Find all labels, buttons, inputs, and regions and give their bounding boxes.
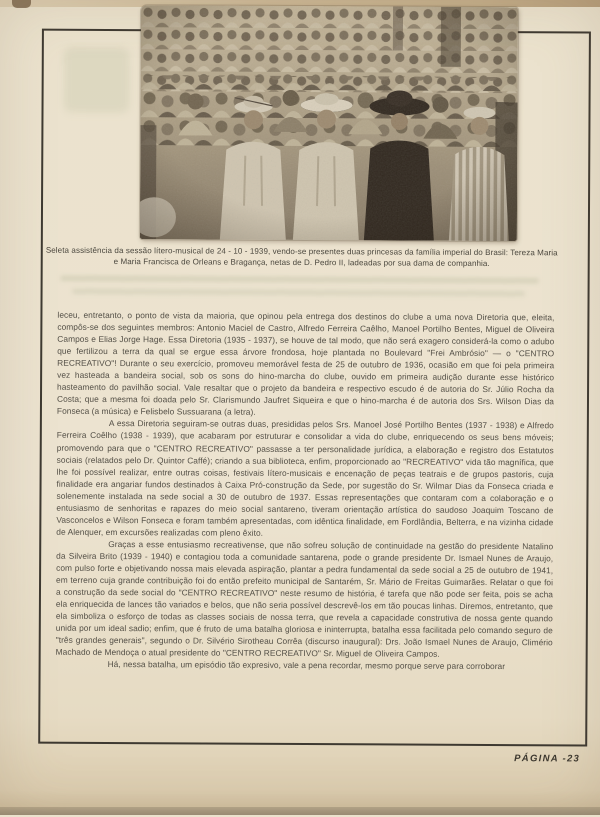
crowd-photo-illustration [140, 5, 518, 241]
paragraph: leceu, entretanto, o ponto de vista da maioria, que opinou pela entrega dos destinos do clube a uma nova Diretoria que, eleita, compôs-se dos seguintes membros: Antonio Maciel de Castro, Alfredo Ferreira Caêlho, Manoel Portilho Bentes, Miguel de Oliveira Campos e Elias Jorge Hage. Essa Diretoria (1935 - 1937), se houve de tal modo, que não será exagero considerá-la como o adubo que fertilizou a terra da qual se ergue essa árvore frondosa, hoje plantada no Boulevard "Frei Ambrósio" — o "CENTRO RECREATIVO"! Durante o seu exercício, promoveu memorável festa de 25 de outubro de 1936, ocasião em que foi pela primeira vez hasteada a bandeira social, sob os sons do hino-marcha do clube, ouvido em primeira audição durante esse histórico hasteamento do pavilhão social. Vale resaltar que o projeto da bandeira e respectivo escudo é de autoria do Sr. Júlio Rocha da Costa; que a mesma foi doada pelo Sr. Clarismundo Jaufret Siqueira e que o hino-marcha é de autoria dos Srs. Wilson Dias da Fonseca (a música) e Felisbelo Sussuarana (a letra). [56, 309, 555, 418]
paragraph: A essa Diretoria seguiram-se outras duas, presididas pelos Srs. Manoel José Portilho Bentes (1937 - 1938) e Alfredo Ferreira Coêlho (1938 - 1939), que acabaram por estruturar e consolidar a vida do clube, enriquecendo os seus bens móveis; promovendo para que o "CENTRO RECREATIVO" passasse a ter personalidade jurídica, a elaboração e registro dos Estatutos sociais (relatados pelo Dr. Quintor Caffé); criando a sua biblioteca, enfim, proporcionado ao "RECREATIVO" vida tão magnífica, que lhe foi possível realizar, entre outras coisas, festivais lítero-musicais e encenação de peças teatrais e de grupos pastoris, cuja finalidade era angariar fundos destinados à Caixa Pró-construção da Sede, por sugestão do Sr. Wilmar Dias da Fonseca criada e solenemente instalada na sede social a 30 de outubro de 1937. Essas representações que contaram com a colaboração e o entusiasmo de senhoritas e rapazes do meio social santareno, tiveram orientação artística do saudoso Joaquim Toscano de Vasconcelos e Wilson Fonseca e foram também apresentadas, com idêntica finalidade, em Fordlândia, Belterra, e na vizinha cidade de Alenquer, em excursões realizadas com pleno êxito. [56, 418, 554, 538]
paragraph: Graças a esse entusiasmo recreativense, que não sofreu solução de continuidade na gestão do presidente Natalino da Silveira Brito (1939 - 1940) e contagiou toda a comunidade santarena, pode o grande presidente Dr. Ismael Nunes de Araujo, com pulso forte e objetivando nossa mais elevada aspiração, plantar a pedra fundamental da sede social a 25 de outubro de 1941, em terreno cuja grande contribuição foi do então prefeito municipal de Santarém, Sr. Mário de Freitas Guimarães. Relatar o que foi a construção da sede social do "CENTRO RECREATIVO" neste resumo de história, é tarefa que não pode ser feita, pois se acha ela enriquecida de lances tão variados e belos, que não seria possível descrevê-los em tão poucas linhas. Diremos, entretanto, que ela simboliza o esforço de todas as classes sociais de nossa terra, que revela a capacidade construtiva de nossa gente quando unida por um ideal sadio; enfim, que é fruto de uma batalha gloriosa e ininterrupta, batalha essa facilitada pelo comando seguro de "três grandes generais", segundo o Dr. Silvério Sirotheau Corrêa (discurso inaugural): Drs. João Ismael Nunes de Araujo, Climério Machado de Mendoça o atual presidente do "CENTRO RECREATIVO" Sr. Miguel de Oliveira Campos. [55, 538, 554, 660]
crowd-photo [140, 5, 518, 241]
page-bottom-edge [0, 807, 600, 815]
paragraph: Há, nessa batalha, um episódio tão expresivo, vale a pena recordar, mesmo porque serve para corroborar [107, 659, 506, 672]
photo-caption: Seleta assistência da sessão lítero-musical de 24 - 10 - 1939, vendo-se presentes duas princesas da família imperial do Brasil: Tereza Maria e Maria Francisca de Orleans e Bragança, netas de D. Pedro II, ladeadas por sua dama de companhia. [45, 245, 558, 268]
article-body [56, 309, 555, 673]
page-number: PÁGINA -23 [514, 753, 581, 765]
